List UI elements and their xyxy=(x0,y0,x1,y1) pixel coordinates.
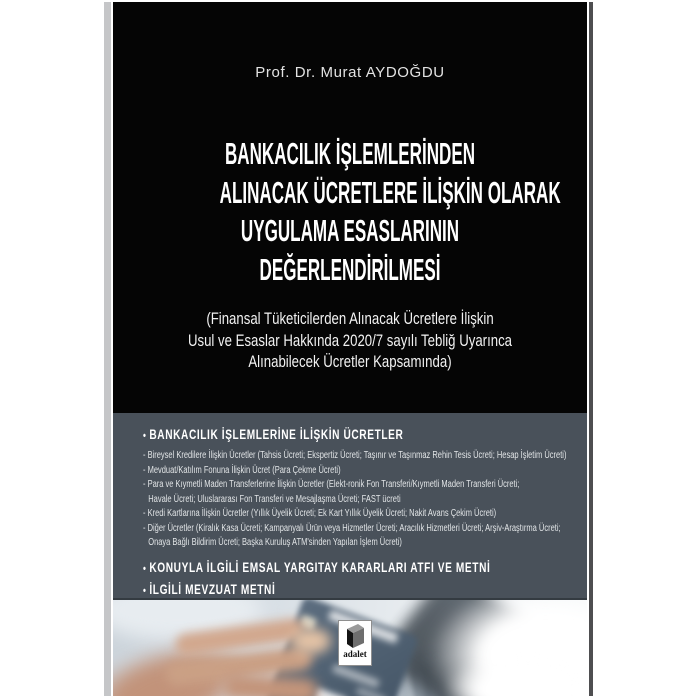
list-item: - Diğer Ücretler (Kiralık Kasa Ücreti; Kampanyalı Ürün veya Hizmetler Ücreti; Aracılık Hizmetleri Ücreti; Arşiv-Araştırma Ücreti; xyxy=(143,522,587,537)
list-item: - Bireysel Kredilere İlişkin Ücretler (Tahsis Ücreti; Ekspertiz Ücreti; Taşınır ve Taşınmaz Rehin Tesis Ücreti; Hesap İşletim Ücreti) xyxy=(143,449,587,464)
light-glare xyxy=(443,655,587,696)
contents-heading: • İLGİLİ MEVZUAT METNİ xyxy=(143,582,587,599)
publisher-name: adalet xyxy=(343,649,367,659)
subtitle-line: Alınabilecek Ücretler Kapsamında) xyxy=(248,353,452,371)
list-item: - Para ve Kıymetli Maden Transferlerine İlişkin Ücretler (Elekt-ronik Fon Transferi/Kıymetli Maden Transferi Ücreti; xyxy=(143,478,587,493)
title-line: ALINACAK ÜCRETLERE İLİŞKİN OLARAK xyxy=(219,174,561,210)
list-item-continuation: Onaya Bağlı Bildirim Ücreti; Başka Kuruluş ATM'sinden Yapılan İşlem Ücreti) xyxy=(148,537,402,548)
list-item: - Kredi Kartlarına İlişkin Ücretler (Yıllık Üyelik Ücreti; Ek Kart Yıllık Üyelik Ücreti; Nakit Avans Çekim Ücreti) xyxy=(143,507,587,522)
hand-knuckle-highlight xyxy=(291,628,331,654)
contents-list xyxy=(143,427,587,599)
contents-heading: • BANKACILIK İŞLEMLERİNE İLİŞKİN ÜCRETLER xyxy=(143,427,587,444)
contents-panel xyxy=(113,413,587,600)
publisher-logo xyxy=(338,620,372,666)
title-line: DEĞERLENDİRİLMESİ xyxy=(259,251,441,287)
card-embossing xyxy=(332,664,380,688)
contents-heading: • KONUYLA İLGİLİ EMSAL YARGITAY KARARLARI ATFI VE METNİ xyxy=(143,560,587,577)
list-item-continuation: Havale Ücreti; Uluslararası Fon Transferi ve Mesajlaşma Ücreti; FAST ücreti xyxy=(148,493,401,505)
book-cover xyxy=(113,2,587,696)
subtitle-line: (Finansal Tüketicilerden Alınacak Ücretlere İlişkin xyxy=(206,310,494,328)
contents-items xyxy=(143,449,587,551)
subtitle-line: Usul ve Esaslar Hakkında 2020/7 sayılı Tebliğ Uyarınca xyxy=(187,331,513,350)
list-item: - Mevduat/Katılım Fonuna İlişkin Ücret (Para Çekme Ücreti) xyxy=(143,464,587,479)
card-digits xyxy=(356,688,386,696)
title-line: UYGULAMA ESASLARININ xyxy=(240,213,460,248)
book-subtitle xyxy=(160,309,539,374)
author-name: Prof. Dr. Murat AYDOĞDU xyxy=(255,64,445,81)
title-line: BANKACILIK İŞLEMLERİNDEN xyxy=(224,136,476,171)
book-spine xyxy=(104,2,111,696)
book-icon xyxy=(344,623,366,649)
book-title xyxy=(219,135,561,289)
cover-edge-shadow xyxy=(589,2,593,696)
